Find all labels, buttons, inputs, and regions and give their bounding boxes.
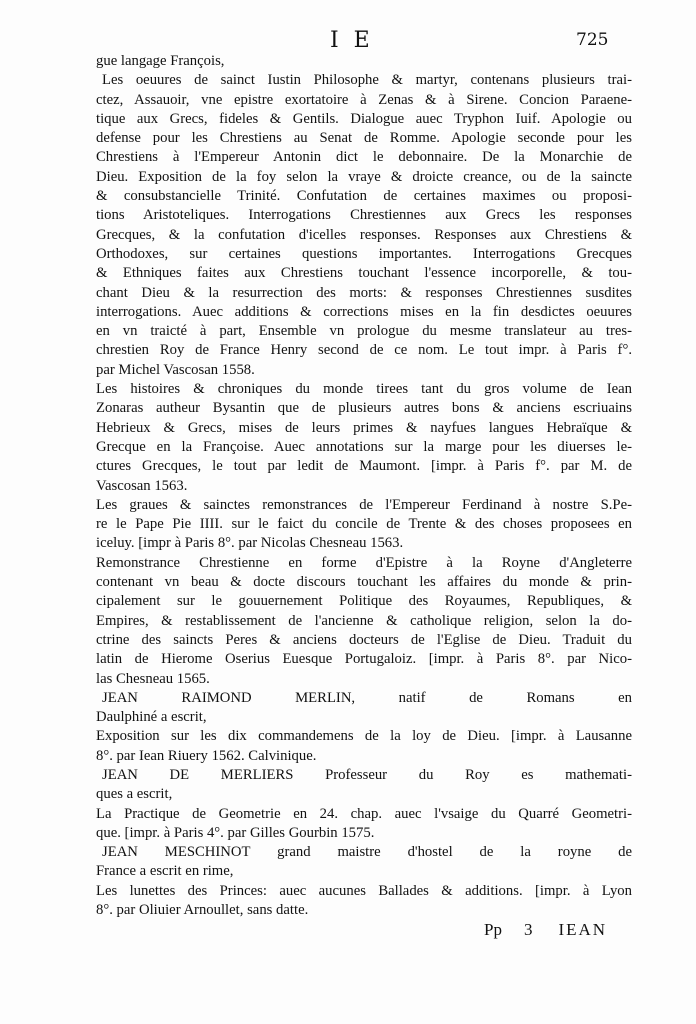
running-header: I E [330,28,374,53]
text-line: Daulphiné a escrit, [96,709,207,726]
text-line: re le Pape Pie IIII. sur le faict du concile de Trente & des choses proposees en [96,516,632,533]
text-line: latin de Hierome Oserius Euesque Portugaloiz. [impr. à Paris 8°. par Nico- [96,651,632,668]
text-line: 8°. par Iean Riuery 1562. Calvinique. [96,747,317,764]
text-line: France a escrit en rime, [96,863,234,880]
text-line: Les oeuures de sainct Iustin Philosophe & martyr, contenans plusieurs trai- [102,72,632,89]
signature-number: 3 [523,920,533,939]
text-line: ques a escrit, [96,786,173,803]
text-line: Vascosan 1563. [96,477,188,494]
text-line: Les histoires & chroniques du monde tirees tant du gros volume de Iean [96,381,632,398]
text-line: gue langage François, [96,53,225,69]
text-line: tions Aristoteliques. Interrogations Chrestiennes aux Grecs les responses [96,207,632,224]
text-line: que. [impr. à Paris 4°. par Gilles Gourbin 1575. [96,824,375,841]
text-line: Zonaras autheur Bysantin que de plusieurs autres bons & anciens escriuains [96,400,632,417]
text-line: Les graues & sainctes remonstrances de l'Empereur Ferdinand à nostre S.Pe- [96,496,632,513]
text-line: & Ethniques faites aux Chrestiens touchant l'essence incorporelle, & tou- [96,265,632,282]
page-footer [484,920,607,940]
text-line: Les lunettes des Princes: auec aucunes Ballades & additions. [impr. à Lyon [96,882,632,899]
text-line: Chrestiens à l'Empereur Antonin dict le debonnaire. De la Monarchie de [96,149,632,166]
author-heading: JEAN RAIMOND MERLIN, natif de Romans en [102,689,632,706]
text-line: chant Dieu & la resurrection des morts: & responses Chrestiennes susdites [96,284,632,301]
text-line: Remonstrance Chrestienne en forme d'Epistre à la Royne d'Angleterre [96,554,632,571]
text-line: en vn traicté à part, Ensemble vn prologue du mesme translateur au tres- [96,323,632,340]
text-line: defense pour les Chrestiens au Senat de Romme. Apologie seconde pour les [96,130,632,147]
text-line: tique aux Grecs, fideles & Gentils. Dialogue auec Tryphon Iuif. Apologie ou [96,110,632,127]
page-number: 725 [576,30,609,50]
text-line: chrestien Roy de France Henry second de ce nom. Le tout impr. à Paris f°. [96,342,632,359]
author-heading: JEAN MESCHINOT grand maistre d'hostel de la royne de [102,844,632,861]
text-line: las Chesneau 1565. [96,670,210,687]
signature-mark: Pp [484,920,502,939]
text-line: contenant vn beau & docte discours touchant les affaires du monde & prin- [96,574,632,591]
text-line: Orthodoxes, sur certaines questions importantes. Interrogations Grecques [96,245,632,262]
text-line: interrogations. Auec additions & corrections mises en la fin desdictes oeuures [96,303,632,320]
text-line: Hebrieux & Grecs, mises de leurs primes & nayfues langues Hebraïque & [96,419,632,436]
text-line: ctez, Assauoir, vne epistre exortatoire à Zenas & à Sirene. Concion Paraene- [96,91,632,108]
text-line: Dieu. Exposition de la foy selon la vraye & droicte creance, ou de la saincte [96,168,632,185]
text-line: 8°. par Oliuier Arnoullet, sans datte. [96,902,309,919]
body-text [96,52,632,920]
text-line: cipalement sur le gouuernement Politique des Royaumes, Republiques, & [96,593,632,610]
text-line: par Michel Vascosan 1558. [96,361,255,378]
author-heading: JEAN DE MERLIERS Professeur du Roy es mathemati- [102,766,632,783]
text-line: Exposition sur les dix commandemens de la loy de Dieu. [impr. à Lausanne [96,728,632,745]
text-line: & consubstancielle Trinité. Confutation de certaines maximes ou proposi- [96,188,632,205]
text-line: Empires, & restablissement de l'ancienne & catholique religion, selon la do- [96,612,632,629]
text-line: ctrine des saincts Peres & anciens docteurs de l'Eglise de Dieu. Traduit du [96,631,632,648]
text-line: ctures Grecques, le tout par ledit de Maumont. [impr. à Paris f°. par M. de [96,458,632,475]
text-line: La Practique de Geometrie en 24. chap. auec l'vsaige du Quarré Geometri- [96,805,632,822]
text-line: Grecque en la Françoise. Auec annotations sur la marge pour les diuerses le- [96,438,632,455]
text-line: iceluy. [impr à Paris 8°. par Nicolas Chesneau 1563. [96,535,404,552]
text-line: Grecques, & la confutation d'icelles responses. Responses aux Chrestiens & [96,226,632,243]
catchword: IEAN [558,920,608,939]
